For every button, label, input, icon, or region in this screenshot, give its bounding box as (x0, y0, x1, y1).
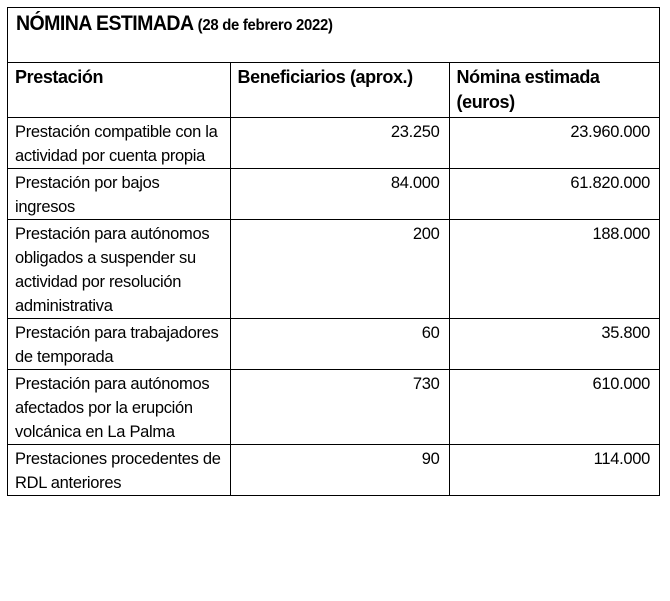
cell-nomina: 23.960.000 (449, 117, 659, 168)
header-beneficiarios: Beneficiarios (aprox.) (230, 63, 449, 117)
cell-nomina: 188.000 (449, 219, 659, 318)
cell-beneficiarios: 90 (230, 444, 449, 495)
cell-beneficiarios: 84.000 (230, 168, 449, 219)
header-nomina: Nómina estimada (euros) (449, 63, 659, 117)
cell-nomina: 114.000 (593, 449, 650, 468)
table-row (8, 369, 659, 444)
nomina-table-document (7, 7, 660, 496)
cell-prestacion: Prestación compatible con la actividad por cuenta propia (8, 117, 230, 168)
table-title-text: NÓMINA ESTIMADA (16, 12, 193, 35)
header-prestacion: Prestación (8, 63, 230, 117)
table-title-date: (28 de febrero 2022) (197, 17, 333, 34)
header-row (8, 63, 659, 117)
nomina-table (8, 63, 659, 495)
table-row (8, 318, 659, 369)
cell-nomina: 35.800 (449, 318, 659, 369)
cell-prestacion: Prestación para trabajadores de temporada (8, 318, 230, 369)
cell-beneficiarios: 730 (230, 369, 449, 444)
table-row (8, 219, 659, 318)
cell-prestacion: Prestación para autónomos afectados por la erupción volcánica en La Palma (8, 369, 230, 444)
table-row (8, 117, 659, 168)
cell-nomina: 61.820.000 (449, 168, 659, 219)
cell-prestacion: Prestaciones procedentes de RDL anteriores (8, 444, 230, 495)
table-row (8, 444, 659, 495)
table-row (8, 168, 659, 219)
table-title-row (8, 8, 659, 63)
table-title (16, 12, 333, 36)
cell-prestacion: Prestación para autónomos obligados a suspender su actividad por resolución administrativa (8, 219, 230, 318)
cell-beneficiarios: 23.250 (230, 117, 449, 168)
cell-beneficiarios: 200 (230, 219, 449, 318)
cell-beneficiarios: 60 (230, 318, 449, 369)
cell-prestacion: Prestación por bajos ingresos (8, 168, 230, 219)
cell-nomina: 610.000 (449, 369, 659, 444)
